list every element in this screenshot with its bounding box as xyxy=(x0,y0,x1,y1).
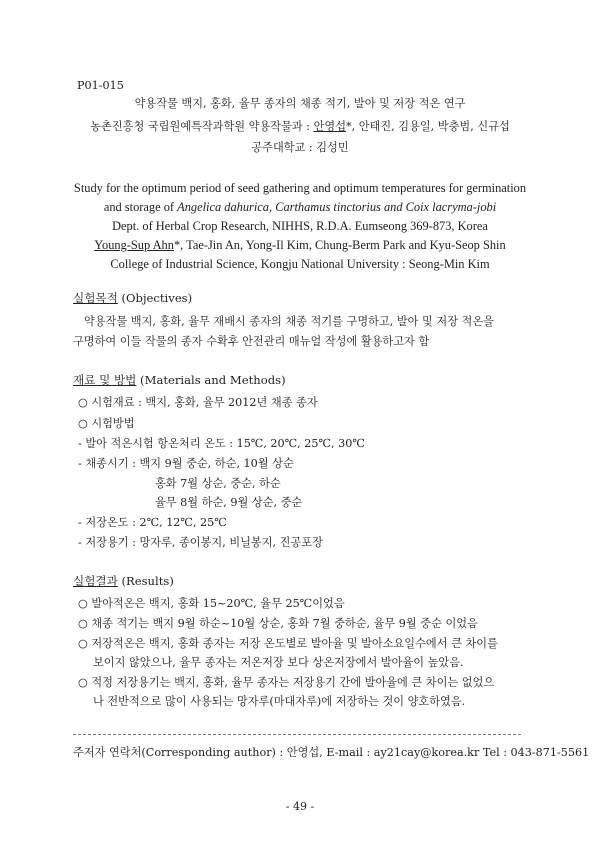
results-item: 보이지 않았으나, 율무 종자는 저온저장 보다 상온저장에서 발아율이 높았음. xyxy=(93,656,464,669)
results-heading xyxy=(73,576,174,588)
corresponding-author-line: 주저자 연락처(Corresponding author) : 안영섭, E-mail : ay21cay@korea.kr Tel : 043-871-5561 xyxy=(73,746,590,759)
results-heading-kr: 실험결과 xyxy=(73,574,118,588)
title-english-1: Study for the optimum period of seed gathering and optimum temperatures for germination xyxy=(73,181,527,195)
methods-item: ○ 시험방법 xyxy=(78,417,135,430)
results-item: ○ 발아적온은 백지, 홍화 15~20℃, 율무 25℃이었음 xyxy=(78,597,345,610)
affiliation-korean-2: 공주대학교 : 김성민 xyxy=(251,141,349,154)
methods-heading-en: (Materials and Methods) xyxy=(136,373,286,387)
methods-item: - 저장용기 : 망자루, 종이봉지, 비닐봉지, 진공포장 xyxy=(78,536,323,549)
dept-english: Dept. of Herbal Crop Research, NIHHS, R.D.A. Eumseong 369-873, Korea xyxy=(112,219,488,233)
species-names: Angelica dahurica, Carthamus tinctorius and Coix lacryma-jobi xyxy=(177,200,497,214)
title-english-2-prefix: and storage of xyxy=(103,200,178,214)
objectives-heading xyxy=(73,293,192,305)
results-heading-en: (Results) xyxy=(117,574,174,588)
paper-code: P01-015 xyxy=(77,79,124,92)
coauthors-english: *, Tae-Jin An, Yong-Il Kim, Chung-Berm Park and Kyu-Seop Shin xyxy=(173,238,506,252)
page-number: - 49 - xyxy=(285,800,315,813)
methods-item: - 발아 적온시험 항온처리 온도 : 15℃, 20℃, 25℃, 30℃ xyxy=(78,437,365,450)
objectives-heading-kr: 실험목적 xyxy=(73,291,118,305)
authors-english xyxy=(0,239,600,251)
affiliation-coauthors: *, 안태진, 김용일, 박충범, 신규섭 xyxy=(346,120,510,133)
methods-item: - 채종시기 : 백지 9월 중순, 하순, 10월 상순 xyxy=(78,457,294,470)
results-item: 나 전반적으로 많이 사용되는 망자루(마대자루)에 저장하는 것이 양호하였음. xyxy=(93,695,466,708)
objectives-heading-en: (Objectives) xyxy=(117,291,193,305)
results-item: ○ 채종 적기는 백지 9월 하순~10월 상순, 홍화 7월 중하순, 율무 9월 중순 이었음 xyxy=(78,617,478,630)
results-item: ○ 저장적온은 백지, 홍화 종자는 저장 온도별로 발아율 및 발아소요일수에서 큰 차이를 xyxy=(78,637,498,650)
methods-heading xyxy=(73,375,286,387)
footer-divider xyxy=(73,734,521,735)
college-english: College of Industrial Science, Kongju National University : Seong-Min Kim xyxy=(110,257,490,271)
affiliation-prefix: 농촌진흥청 국립원예특작과학원 약용작물과 : xyxy=(90,120,314,133)
methods-item: 홍화 7월 상순, 중순, 하순 xyxy=(155,477,281,490)
affiliation-korean xyxy=(0,121,600,132)
objectives-line-1: 약용작물 백지, 홍화, 율무 재배시 종자의 채종 적기를 구명하고, 발아 및 저장 적온을 xyxy=(84,315,494,328)
methods-item: ○ 시험재료 : 백지, 홍화, 율무 2012년 채종 종자 xyxy=(78,396,318,409)
corresponding-author-kr: 안영섭 xyxy=(313,120,347,133)
methods-heading-kr: 재료 및 방법 xyxy=(73,373,137,387)
methods-item: 율무 8월 하순, 9월 상순, 중순 xyxy=(155,496,303,509)
title-english-2 xyxy=(0,201,600,213)
methods-item: - 저장온도 : 2℃, 12℃, 25℃ xyxy=(78,516,227,529)
results-item: ○ 적정 저장용기는 백지, 홍화, 율무 종자는 저장용기 간에 발아율에 큰 차이는 없었으 xyxy=(78,676,495,689)
title-korean: 약용작물 백지, 홍화, 율무 종자의 채종 적기, 발아 및 저장 적온 연구 xyxy=(134,97,466,110)
corresponding-author-en: Young-Sup Ahn xyxy=(94,238,174,252)
objectives-line-2: 구명하여 이들 작물의 종자 수확후 안전관리 매뉴얼 작성에 활용하고자 함 xyxy=(73,335,430,348)
